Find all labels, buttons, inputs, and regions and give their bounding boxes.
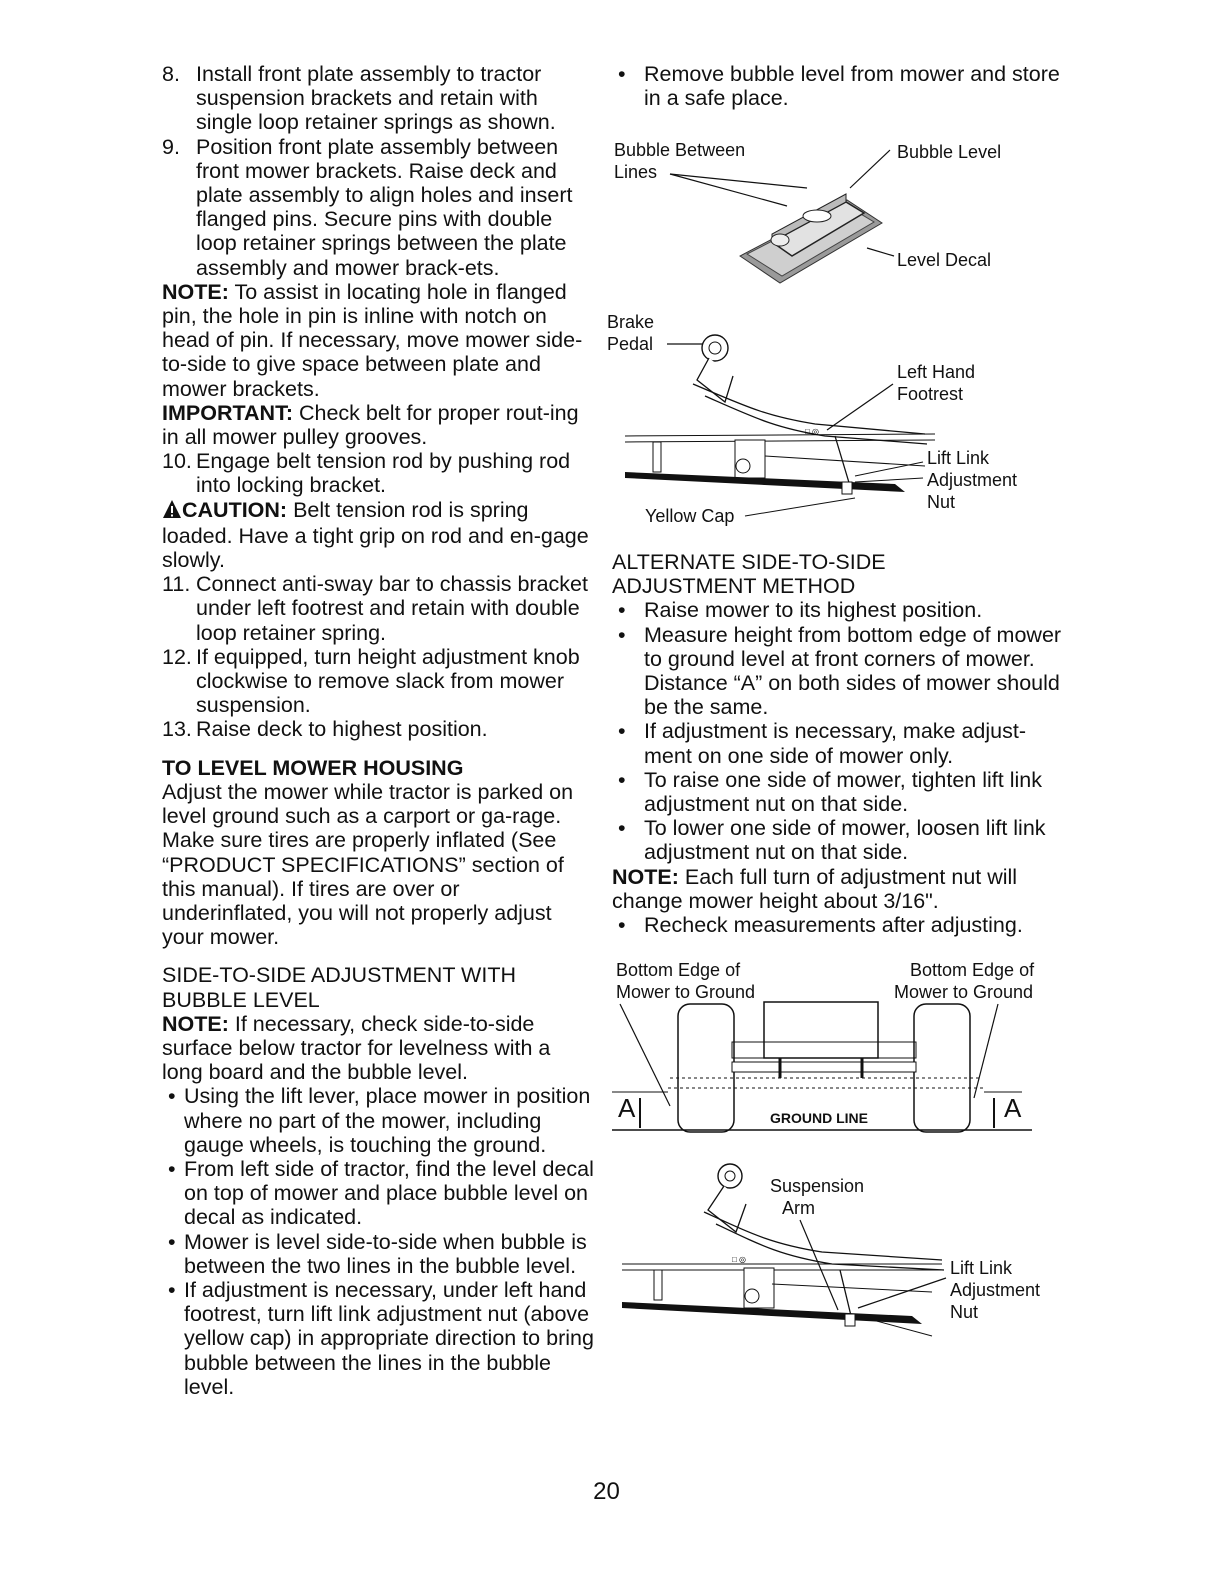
bullet-item: [612, 913, 1064, 937]
side-to-side-heading: SIDE-TO-SIDE ADJUSTMENT WITH BUBBLE LEVEL: [162, 963, 516, 1012]
important-label: IMPORTANT:: [162, 400, 293, 425]
bullet-text: Measure height from bottom edge of mower to ground level at front corners of mower. Distance “A” on both sides of mower should be the same.: [644, 622, 1062, 720]
bullet-icon: •: [618, 913, 626, 938]
bullet-text: Recheck measurements after adjusting.: [644, 913, 1023, 938]
label-mower-ground-right: Mower to Ground: [894, 982, 1034, 1002]
step-13: [162, 717, 594, 741]
bullet-icon: •: [618, 62, 626, 86]
step-text: If equipped, turn height adjustment knob clockwise to remove slack from mower suspension.: [196, 644, 580, 718]
note-label: NOTE:: [162, 1011, 229, 1036]
note-adjustment-nut: [612, 865, 1064, 913]
bullet-icon: •: [618, 816, 626, 841]
level-mower-paragraph: Adjust the mower while tractor is parked on level ground such as a carport or ga-rage. Make sure tires are properly inflated (See “PRODUCT SPECIFICATIONS” section of this manual). If tires are over or underinflated, you will not properly adjust your mower.: [162, 779, 574, 950]
label-lift-link: Lift Link: [950, 1258, 1013, 1278]
bullet-icon: •: [618, 767, 626, 792]
bullet-icon: •: [618, 598, 626, 623]
caution-text: Belt tension rod is spring loaded. Have a tight grip on rod and en-gage slowly.: [162, 497, 589, 573]
left-column: [162, 62, 594, 1399]
suspension-arm-illustration: [612, 1160, 1052, 1340]
note-label: NOTE:: [162, 279, 229, 304]
step-number: 13.: [162, 717, 192, 742]
footrest-figure: [605, 306, 1045, 536]
svg-text:□ ◎: □ ◎: [805, 427, 820, 436]
bullet-icon: •: [618, 622, 626, 647]
ground-line-figure: [612, 958, 1052, 1134]
warning-triangle-icon: [162, 499, 182, 524]
bullet-item: [162, 1278, 594, 1399]
level-mower-heading: TO LEVEL MOWER HOUSING: [162, 755, 464, 780]
label-lines: Lines: [614, 162, 658, 182]
bullet-item: [612, 816, 1064, 864]
step-number: 8.: [162, 62, 180, 86]
bullet-item: [612, 719, 1064, 767]
label-bubble-between: Bubble Between: [614, 140, 746, 160]
step-number: 12.: [162, 644, 192, 669]
label-bottom-edge-right: Bottom Edge of: [910, 960, 1035, 980]
bullet-item: [612, 598, 1064, 622]
svg-text:□ ◎: □ ◎: [732, 1255, 747, 1264]
label-distance-a-right: A: [1004, 1093, 1022, 1123]
suspension-arm-figure: [612, 1160, 1052, 1340]
bullet-item: [612, 768, 1064, 816]
step-10: [162, 449, 594, 497]
step-9: [162, 135, 594, 280]
step-text: Install front plate assembly to tractor suspension brackets and retain with single loop retainer springs as shown.: [196, 62, 556, 135]
label-mower-ground-left: Mower to Ground: [616, 982, 756, 1002]
bullet-text: If adjustment is necessary, under left hand footrest, turn lift link adjustment nut (above yellow cap) in appropriate direction to bring bubble between the lines in the bubble level.: [184, 1277, 594, 1399]
step-8: [162, 62, 594, 135]
label-adjustment: Adjustment: [927, 470, 1018, 490]
note-levelness: [162, 1012, 594, 1085]
note-text: If necessary, check side-to-side surface below tractor for levelness with a long board and the bubble level.: [162, 1011, 551, 1085]
bullet-icon: •: [168, 1229, 176, 1254]
label-nut: Nut: [950, 1302, 979, 1322]
label-footrest: Footrest: [897, 384, 964, 404]
bullet-text: From left side of tractor, find the level decal on top of mower and place bubble level on decal as indicated.: [184, 1156, 594, 1230]
important-note: [162, 401, 594, 449]
bullet-item: [162, 1084, 594, 1157]
label-distance-a-left: A: [618, 1093, 636, 1123]
note-text: To assist in locating hole in flanged pin, the hole in pin is inline with notch on head of pin. If necessary, move mower side-to-side to give space between plate and mower brackets.: [162, 279, 583, 401]
bubble-level-illustration: [612, 138, 1032, 298]
step-text: Raise deck to highest position.: [196, 717, 488, 742]
label-pedal: Pedal: [607, 334, 654, 354]
bullet-text: Mower is level side-to-side when bubble is between the two lines in the bubble level.: [184, 1229, 587, 1278]
alternate-method-heading: ALTERNATE SIDE-TO-SIDE ADJUSTMENT METHOD: [612, 550, 886, 599]
label-suspension: Suspension: [770, 1176, 865, 1196]
step-text: Position front plate assembly between front mower brackets. Raise deck and plate assembly to align holes and insert flanged pins. Secure pins with double loop retainer springs between the plate assembly and mower brack-ets.: [196, 134, 573, 280]
caution-note: [162, 498, 594, 573]
label-brake: Brake: [607, 312, 655, 332]
important-text: Check belt for proper rout-ing in all mower pulley grooves.: [162, 400, 579, 450]
right-middle-text: [612, 550, 1064, 937]
step-12: [162, 645, 594, 718]
step-text: Engage belt tension rod by pushing rod into locking bracket.: [196, 449, 571, 498]
label-level-decal: Level Decal: [897, 250, 992, 270]
page-number: 20: [593, 1478, 620, 1505]
step-11: [162, 572, 594, 645]
bullet-text: To lower one side of mower, loosen lift link adjustment nut on that side.: [644, 816, 1046, 865]
bullet-item: [162, 1230, 594, 1278]
label-lift-link: Lift Link: [927, 448, 990, 468]
step-text: Connect anti-sway bar to chassis bracket under left footrest and retain with double loop retainer spring.: [196, 572, 588, 645]
bullet-text: If adjustment is necessary, make adjust-ment on one side of mower only.: [644, 719, 1026, 768]
label-bubble-level: Bubble Level: [897, 142, 1002, 162]
label-arm: Arm: [782, 1198, 815, 1218]
bullet-icon: •: [168, 1277, 176, 1302]
step-number: 11.: [162, 572, 191, 597]
bullet-item: [162, 1157, 594, 1230]
label-ground-line: GROUND LINE: [770, 1110, 868, 1126]
label-yellow-cap: Yellow Cap: [645, 506, 735, 526]
bullet-icon: •: [618, 719, 626, 744]
bullet-text: Using the lift lever, place mower in position where no part of the mower, including gauge wheels, is touching the ground.: [184, 1084, 591, 1157]
footrest-illustration: [605, 306, 1045, 536]
label-bottom-edge-left: Bottom Edge of: [616, 960, 741, 980]
note-text: Each full turn of adjustment nut will change mower height about 3/16".: [612, 864, 1018, 913]
step-number: 9.: [162, 134, 180, 159]
bullet-item: [612, 623, 1064, 720]
label-adjustment: Adjustment: [950, 1280, 1041, 1300]
bullet-icon: •: [168, 1084, 176, 1109]
bubble-level-figure: [612, 138, 1032, 298]
bullet-text: Remove bubble level from mower and store in a safe place.: [644, 62, 1060, 111]
bullet-icon: •: [168, 1156, 176, 1181]
note-flanged-pin: [162, 280, 594, 401]
label-nut: Nut: [927, 492, 956, 512]
bullet-item: [612, 62, 1064, 110]
ground-line-illustration: [612, 958, 1052, 1134]
bullet-text: To raise one side of mower, tighten lift link adjustment nut on that side.: [644, 767, 1042, 817]
caution-label: CAUTION:: [182, 497, 288, 522]
label-left-hand: Left Hand: [897, 362, 976, 382]
right-top-text: [612, 62, 1064, 110]
step-number: 10.: [162, 449, 192, 474]
bullet-text: Raise mower to its highest position.: [644, 598, 983, 623]
note-label: NOTE:: [612, 864, 679, 889]
